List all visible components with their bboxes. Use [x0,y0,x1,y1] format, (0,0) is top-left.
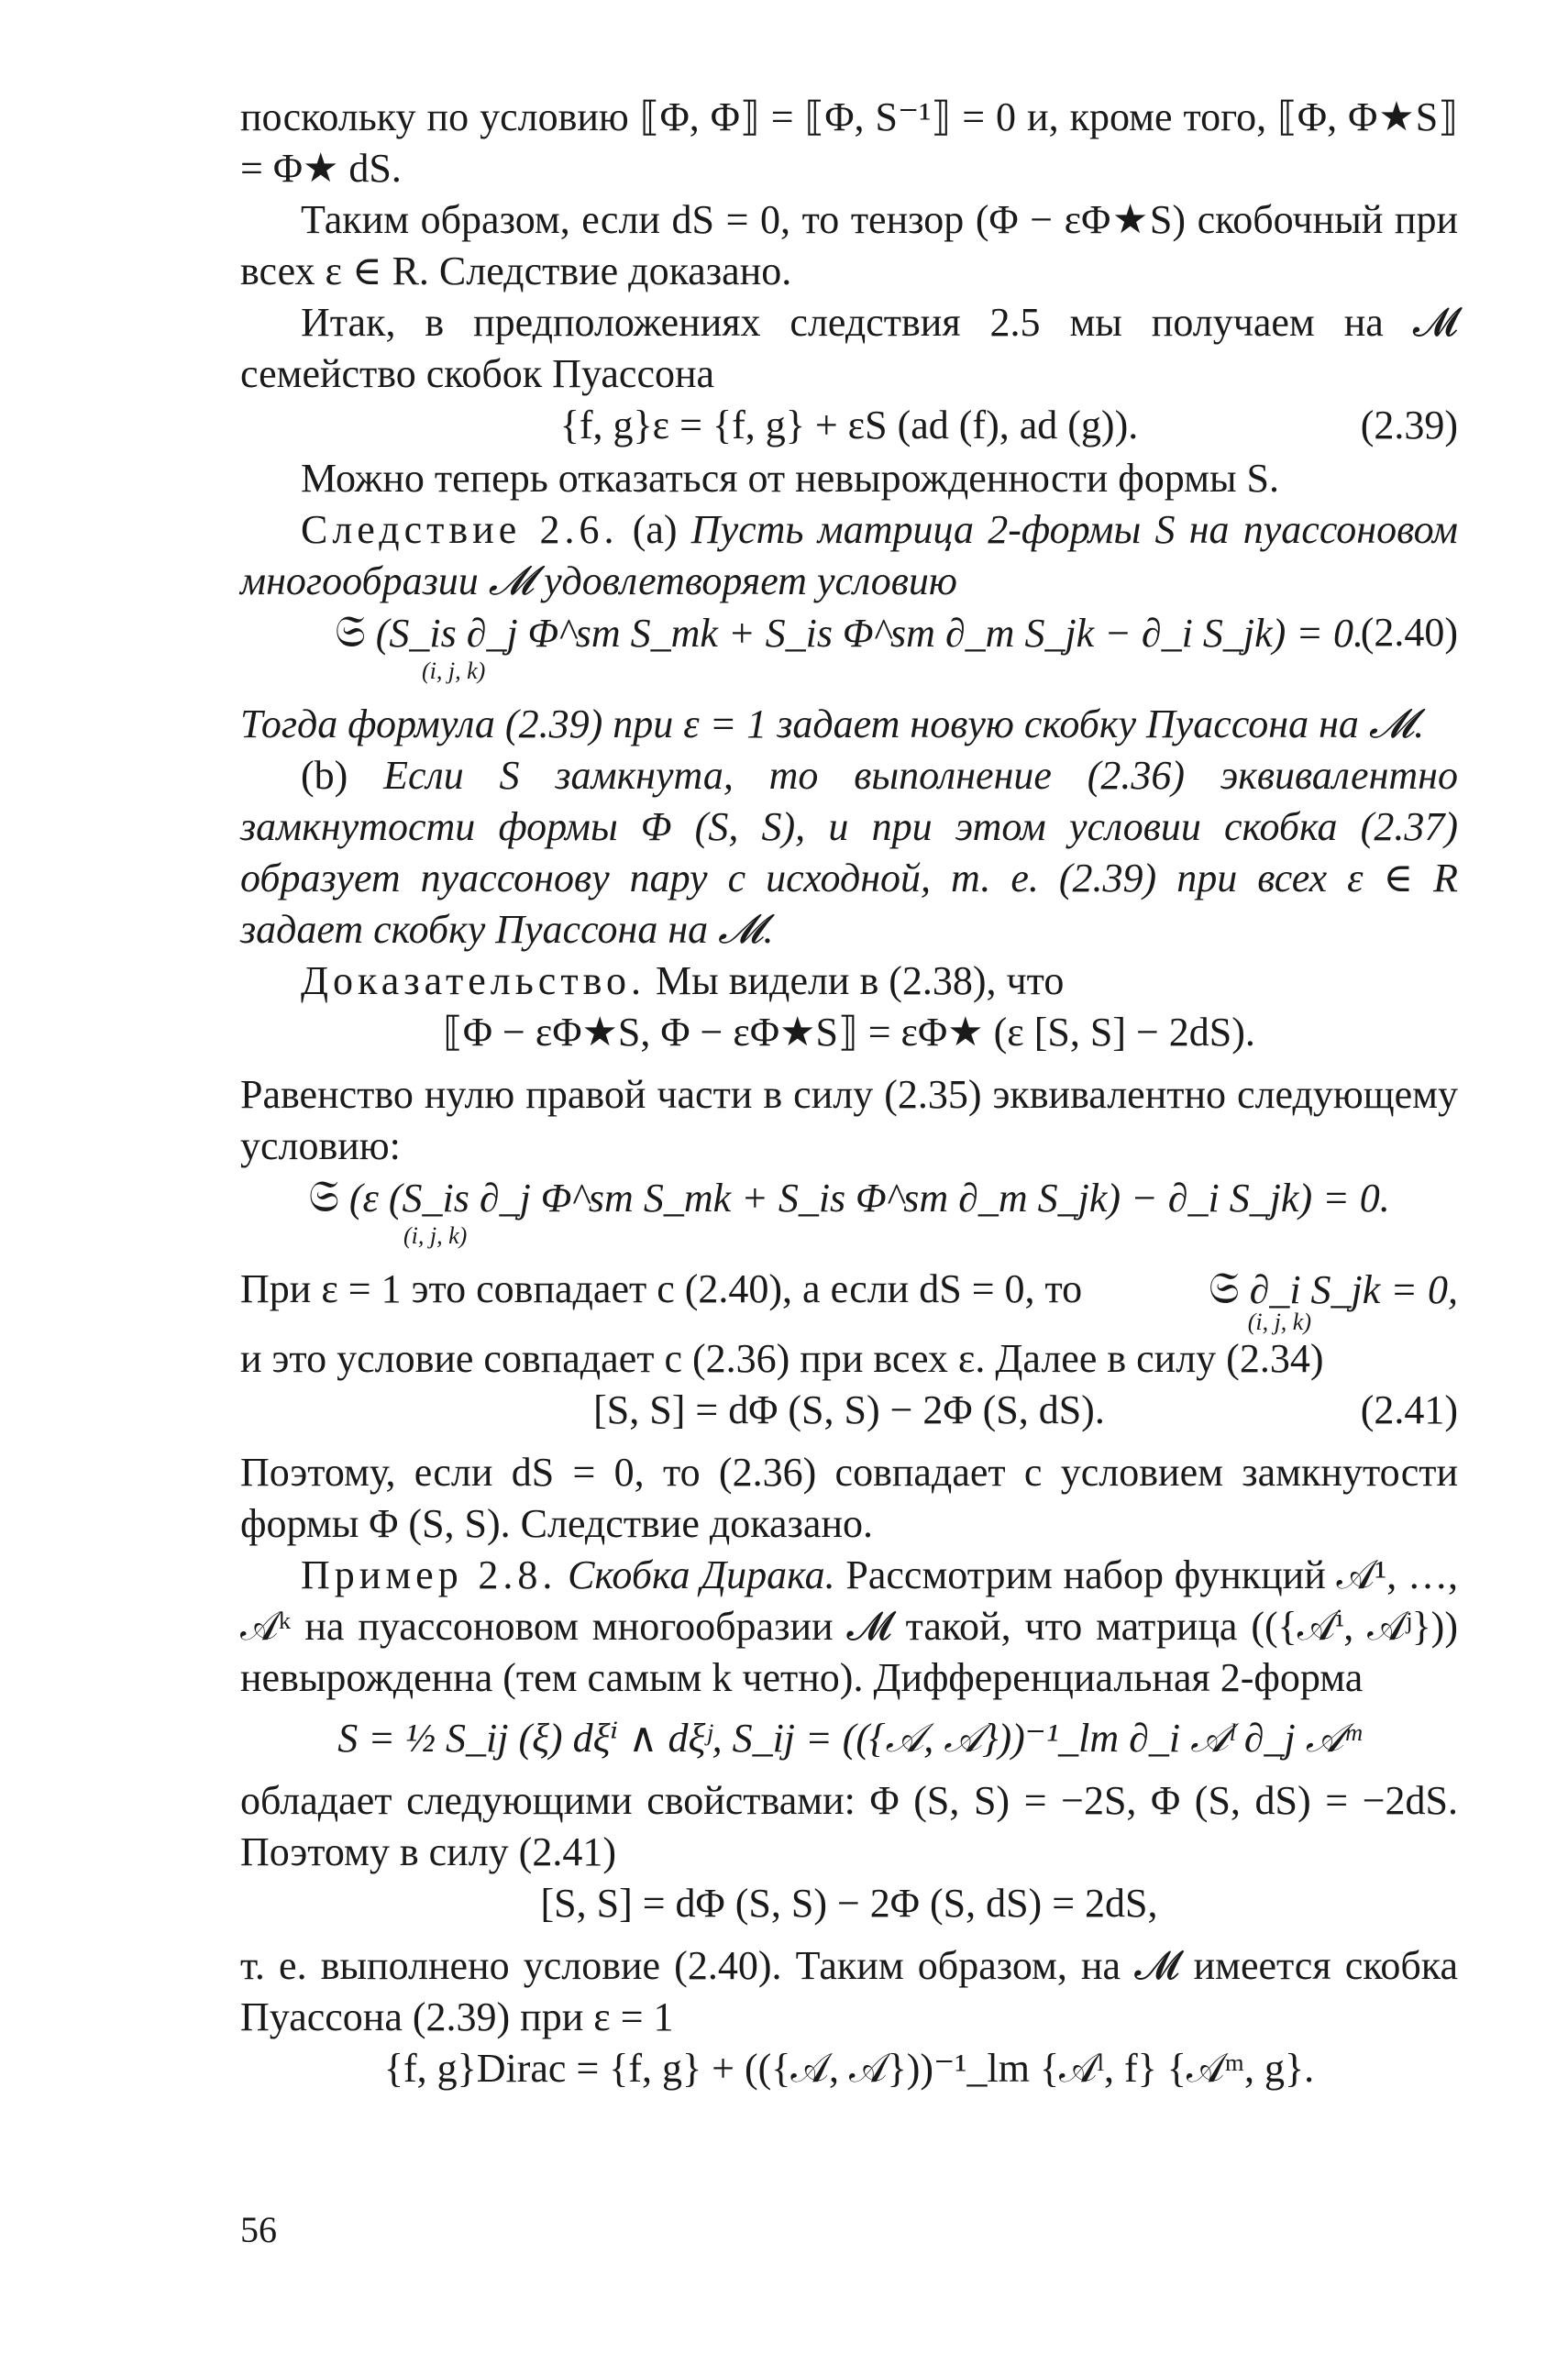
paragraph-8-sum-body: ∂_i S_jk = 0, [1249,1267,1458,1312]
corollary-2-6-part-a: (a) [632,507,678,552]
example-2-8 [240,1550,1458,1704]
paragraph-8-line-1 [240,1264,1458,1315]
example-heading: Пример 2.8. [301,1552,558,1597]
equation-2-41-body: [S, S] = dΦ (S, S) − 2Φ (S, dS). [593,1387,1105,1432]
equation-2-39-number: (2.39) [1360,403,1458,447]
equation-SS-body: [S, S] = dΦ (S, S) − 2Φ (S, dS) = 2dS, [540,1881,1158,1926]
paragraph-8-sum [1209,1264,1458,1316]
corollary-2-6-heading: Следствие 2.6. [301,507,619,552]
equation-S-body: S = ½ S_ij (ξ) dξⁱ ∧ dξʲ, S_ij = (({𝒜, 𝒜}))⁻¹_lm ∂_i 𝒜ˡ ∂_j 𝒜ᵐ [337,1716,1361,1761]
equation-2-41-number: (2.41) [1360,1387,1458,1432]
cyclic-sum-indices-2: (i, j, k) [403,1222,468,1249]
paragraph-8-start: При ε = 1 это совпадает с (2.40), а если dS = 0, то [240,1266,1083,1311]
paragraph-5: Тогда формула (2.39) при ε = 1 задает новую скобку Пуассона на 𝓜. [240,701,1425,746]
proof-paragraph [240,956,1458,1007]
paragraph-11: т. е. выполнено условие (2.40). Таким образом, на 𝓜 имеется скобка Пуассона (2.39) при ε = 1 [240,1943,1458,2039]
equation-bracket-body: ⟦Φ − εΦ★S, Φ − εΦ★S⟧ = εΦ★ (ε [S, S] − 2dS). [443,1010,1255,1055]
paragraph-1: поскольку по условию ⟦Φ, Φ⟧ = ⟦Φ, S⁻¹⟧ = 0 и, кроме того, ⟦Φ, Φ★S⟧ = Φ★ dS. [240,94,1458,191]
equation-condition-body: (ε (S_is ∂_j Φ^sm S_mk + S_is Φ^sm ∂_m S_jk) − ∂_i S_jk) = 0. [348,1176,1390,1221]
paragraph-8-end: и это условие совпадает с (2.36) при всех ε. Далее в силу (2.34) [240,1336,1324,1381]
equation-2-39 [240,400,1458,453]
page-body [240,92,1458,2096]
equation-2-41 [240,1385,1458,1438]
example-text: Рассмотрим набор функций 𝒜¹, …, 𝒜ᵏ на пуассоновом многообразии 𝓜 такой, что матрица (({𝒜ⁱ, 𝒜ʲ})) невырожденна (тем самым k четно). Дифференциальная 2-форма [240,1552,1459,1700]
equation-2-40 [240,607,1458,699]
equation-SS [240,1878,1458,1931]
paragraph-4: Можно теперь отказаться от невырожденности формы S. [301,456,1279,501]
equation-2-39-body: {f, g}ε = {f, g} + εS (ad (f), ad (g)). [559,403,1139,447]
page-number: 56 [240,2209,277,2250]
paragraph-10: обладает следующими свойствами: Φ (S, S) = −2S, Φ (S, dS) = −2dS. Поэтому в силу (2.41) [240,1778,1458,1874]
paragraph-3: Итак, в предположениях следствия 2.5 мы получаем на 𝓜 семейство скобок Пуассона [240,300,1458,396]
paragraph-6-text: Если S замкнута, то выполнение (2.36) эквивалентно замкнутости формы Φ (S, S), и при этом условии скобка (2.37) образует пуассонову пару с исходной, т. е. (2.39) при всех ε ∈ R задает скобку Пуассона на 𝓜. [240,753,1458,952]
cyclic-sum-symbol-2: 𝔖 [308,1173,339,1221]
cyclic-sum-indices-3: (i, j, k) [1247,1309,1311,1335]
paragraph-6 [240,750,1458,956]
example-title: Скобка Дирака. [568,1552,835,1597]
part-b-label: (b) [301,753,348,798]
equation-condition-wrap [240,1172,1458,1224]
equation-condition [240,1172,1458,1264]
equation-2-40-number: (2.40) [1360,610,1458,655]
cyclic-sum-symbol-3: 𝔖 [1208,1265,1240,1313]
paragraph-7: Равенство нулю правой части в силу (2.35) эквивалентно следующему условию: [240,1072,1458,1168]
corollary-2-6-text: Пусть матрица 2-формы S на пуассоновом многообразии 𝓜 удовлетворяет условию [240,507,1459,603]
equation-S-definition [240,1713,1458,1766]
cyclic-sum-indices: (i, j, k) [422,657,486,684]
paragraph-2: Таким образом, если dS = 0, то тензор (Φ − εΦ★S) скобочный при всех ε ∈ R. Следствие доказано. [240,197,1458,293]
equation-2-40-body: (S_is ∂_j Φ^sm S_mk + S_is Φ^sm ∂_m S_jk − ∂_i S_jk) = 0. [375,611,1364,656]
proof-text: Мы видели в (2.38), что [656,958,1065,1003]
equation-bracket [240,1007,1458,1060]
equation-2-40-body-wrap [240,607,1458,659]
cyclic-sum-symbol: 𝔖 [335,608,366,657]
equation-dirac-body: {f, g}Dirac = {f, g} + (({𝒜, 𝒜}))⁻¹_lm {𝒜ˡ, f} {𝒜ᵐ, g}. [383,2046,1315,2091]
paragraph-9: Поэтому, если dS = 0, то (2.36) совпадает с условием замкнутости формы Φ (S, S). Следствие доказано. [240,1450,1458,1546]
equation-dirac [240,2043,1458,2096]
corollary-2-6 [240,504,1458,607]
proof-heading: Доказательство. [301,958,646,1003]
